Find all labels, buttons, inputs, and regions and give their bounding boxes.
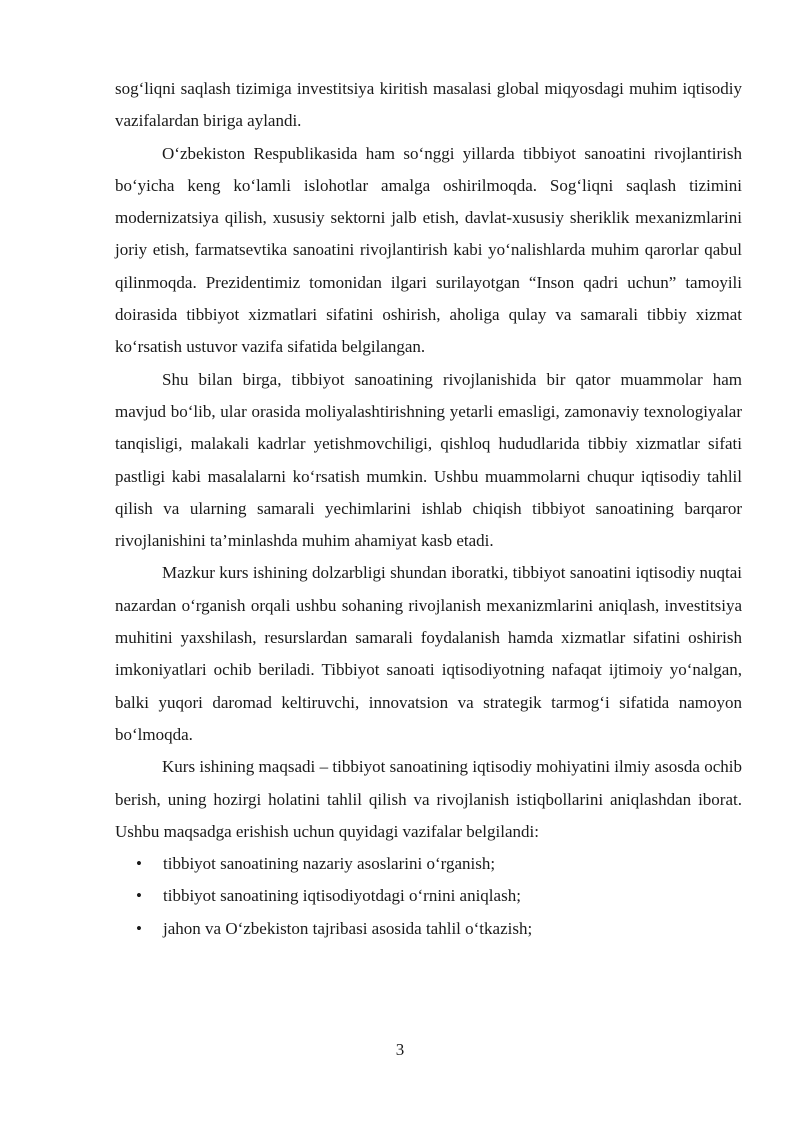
list-item xyxy=(115,913,742,945)
paragraph-reforms: O‘zbekiston Respublikasida ham so‘nggi yillarda tibbiyot sanoatini rivojlantirish bo‘yicha keng ko‘lamli islohotlar amalga oshirilmoqda. Sog‘liqni saqlash tizimini modernizatsiya qilish, xususiy sektorni jalb etish, davlat-xususiy sheriklik mexanizmlarini joriy etish, farmatsevtika sanoatini rivojlantirish kabi yo‘nalishlarda muhim qarorlar qabul qilinmoqda. Prezidentimiz tomonidan ilgari surilayotgan “Inson qadri uchun” tamoyili doirasida tibbiyot xizmatlari sifatini oshirish, aholiga qulay va samarali tibbiy xizmat ko‘rsatish ustuvor vazifa sifatida belgilangan. xyxy=(115,143,742,357)
paragraph-problems: Shu bilan birga, tibbiyot sanoatining rivojlanishida bir qator muammolar ham mavjud bo‘lib, ular orasida moliyalashtirishning yetarli emasligi, zamonaviy texnologiyalar tanqisligi, malakali kadrlar yetishmovchiligi, qishloq hududlarida tibbiy xizmatlar sifati pastligi kabi masalalarni ko‘rsatish mumkin. Ushbu muammolarni chuqur iqtisodiy tahlil qilish va ularning samarali yechimlarini ishlab chiqish tibbiyot sanoatining barqaror rivojlanishini ta’minlashda muhim ahamiyat kasb etadi. xyxy=(115,369,742,551)
bullet-icon: • xyxy=(136,854,142,874)
bullet-icon: • xyxy=(136,886,142,906)
document-page xyxy=(115,73,742,945)
bullet-icon: • xyxy=(136,918,142,938)
list-item-text: tibbiyot sanoatining iqtisodiyotdagi o‘rnini aniqlash; xyxy=(163,886,521,906)
task-list xyxy=(115,848,742,945)
list-item xyxy=(115,880,742,912)
list-item xyxy=(115,848,742,880)
paragraph-continuation: sog‘liqni saqlash tizimiga investitsiya kiritish masalasi global miqyosdagi muhim iqtisodiy vazifalardan biriga aylandi. xyxy=(115,79,742,131)
list-item-text: jahon va O‘zbekiston tajribasi asosida tahlil o‘tkazish; xyxy=(163,918,533,938)
page-number: 3 xyxy=(395,1040,405,1059)
paragraph-relevance: Mazkur kurs ishining dolzarbligi shundan iboratki, tibbiyot sanoatini iqtisodiy nuqtai nazardan o‘rganish orqali ushbu sohaning rivojlanish mexanizmlarini aniqlash, investitsiya muhitini yaxshilash, resurslardan samarali foydalanish hamda xizmatlar sifatini oshirish imkoniyatlari ochib beriladi. Tibbiyot sanoati iqtisodiyotning nafaqat ijtimoiy yo‘nalgan, balki yuqori daromad keltiruvchi, innovatsion va strategik tarmog‘i sifatida namoyon bo‘lmoqda. xyxy=(115,563,742,744)
paragraph-goal: Kurs ishining maqsadi – tibbiyot sanoatining iqtisodiy mohiyatini ilmiy asosda ochib berish, uning hozirgi holatini tahlil qilish va rivojlanish istiqbollarini aniqlashdan iborat. Ushbu maqsadga erishish uchun quyidagi vazifalar belgilandi: xyxy=(115,757,742,841)
list-item-text: tibbiyot sanoatining nazariy asoslarini o‘rganish; xyxy=(163,854,496,874)
